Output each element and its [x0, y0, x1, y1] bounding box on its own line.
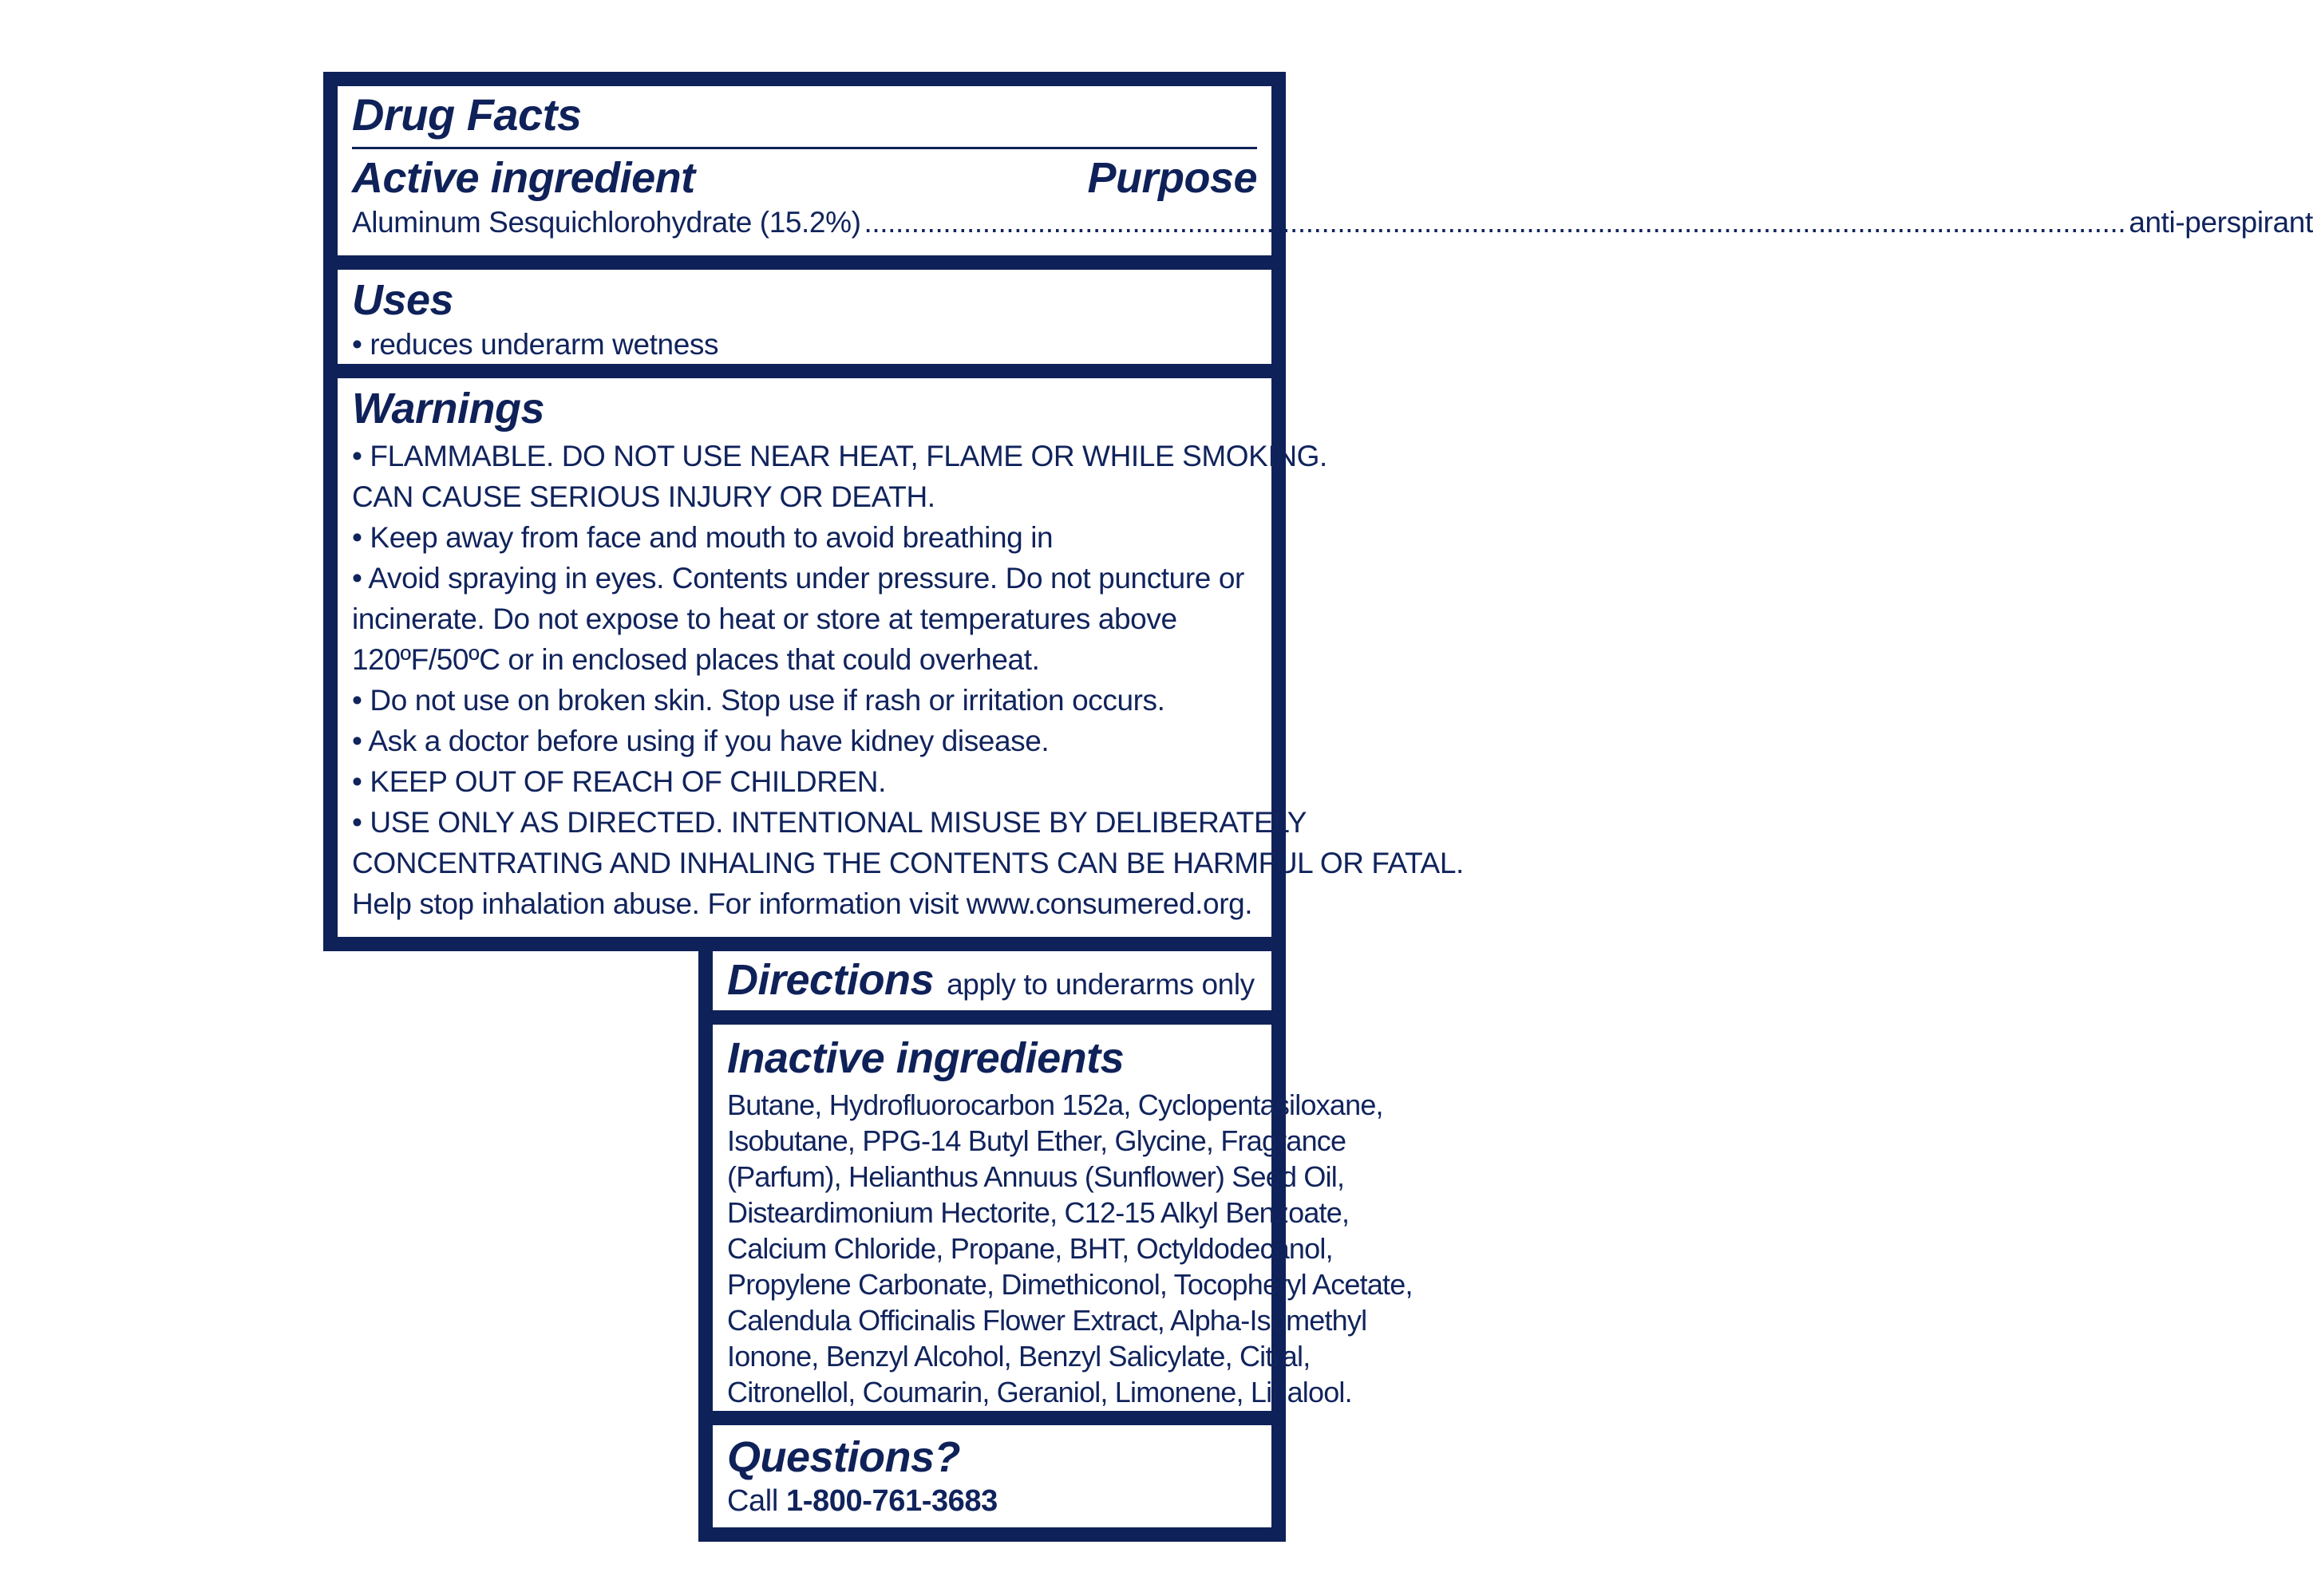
phone-number[interactable]: 1-800-761-3683 — [786, 1484, 998, 1518]
active-ingredient-section — [338, 86, 2313, 255]
inactive-line: Isobutane, PPG-14 Butyl Ether, Glycine, Fragrance — [727, 1124, 1346, 1157]
directions-heading: Directions — [727, 956, 935, 1004]
active-ingredient-name: Aluminum Sesquichlorohydrate (15.2%) — [352, 206, 861, 239]
inactive-line: Citronellol, Coumarin, Geraniol, Limonene, Linalool. — [727, 1376, 1352, 1408]
directions-row — [727, 956, 1257, 1005]
title-divider — [352, 147, 1257, 149]
drug-facts-title: Drug Facts — [352, 89, 582, 140]
active-heading-row — [352, 154, 1257, 202]
warning-line: • Do not use on broken skin. Stop use if rash or irritation occurs. — [352, 684, 1165, 717]
active-ingredient-row — [352, 202, 2313, 243]
warning-line: • FLAMMABLE. DO NOT USE NEAR HEAT, FLAME OR WHILE SMOKING. — [352, 440, 1327, 472]
warning-line: Help stop inhalation abuse. For information visit www.consumered.org. — [352, 887, 1253, 920]
questions-call-row — [727, 1481, 1257, 1522]
active-ingredient-heading: Active ingredient — [352, 154, 695, 202]
inactive-line: Propylene Carbonate, Dimethiconol, Tocopheryl Acetate, — [727, 1268, 1413, 1301]
inactive-line: (Parfum), Helianthus Annuus (Sunflower) Seed Oil, — [727, 1160, 1345, 1193]
warnings-section — [338, 378, 1464, 937]
inactive-line: Disteardimonium Hectorite, C12-15 Alkyl Benzoate, — [727, 1196, 1350, 1229]
inactive-line: Butane, Hydrofluorocarbon 152a, Cyclopentasiloxane, — [727, 1088, 1383, 1121]
questions-heading: Questions? — [727, 1433, 961, 1481]
warning-line: • Avoid spraying in eyes. Contents under pressure. Do not puncture or — [352, 562, 1244, 595]
warning-line: • Keep away from face and mouth to avoid breathing in — [352, 521, 1054, 554]
inactive-line: Calendula Officinalis Flower Extract, Alpha-Isomethyl — [727, 1304, 1367, 1337]
call-label: Call — [727, 1484, 778, 1518]
warning-line: incinerate. Do not expose to heat or store at temperatures above — [352, 602, 1177, 635]
uses-section — [338, 270, 1271, 364]
uses-item: • reduces underarm wetness — [352, 328, 719, 361]
questions-section — [713, 1425, 1271, 1527]
inactive-line: Calcium Chloride, Propane, BHT, Octyldodecanol, — [727, 1232, 1333, 1265]
active-ingredient-purpose: anti-perspirant — [2129, 206, 2313, 239]
warning-line: • USE ONLY AS DIRECTED. INTENTIONAL MISUSE BY DELIBERATELY — [352, 806, 1307, 839]
purpose-heading: Purpose — [1087, 154, 1257, 202]
inactive-ingredients-section — [713, 1025, 1413, 1411]
warning-line: CAN CAUSE SERIOUS INJURY OR DEATH. — [352, 480, 935, 513]
warning-line: 120ºF/50ºC or in enclosed places that could overheat. — [352, 643, 1040, 676]
inactive-ingredients-heading: Inactive ingredients — [727, 1034, 1125, 1082]
inactive-line: Ionone, Benzyl Alcohol, Benzyl Salicylate, Citral, — [727, 1340, 1311, 1373]
directions-text: apply to underarms only — [947, 968, 1255, 1001]
warning-line: • KEEP OUT OF REACH OF CHILDREN. — [352, 765, 887, 798]
warning-line: • Ask a doctor before using if you have kidney disease. — [352, 725, 1050, 757]
leader-dots — [864, 202, 2126, 243]
uses-heading: Uses — [352, 276, 454, 324]
warning-line: CONCENTRATING AND INHALING THE CONTENTS CAN BE HARMFUL OR FATAL. — [352, 847, 1464, 879]
warnings-heading: Warnings — [352, 385, 545, 433]
directions-section — [713, 951, 1271, 1010]
